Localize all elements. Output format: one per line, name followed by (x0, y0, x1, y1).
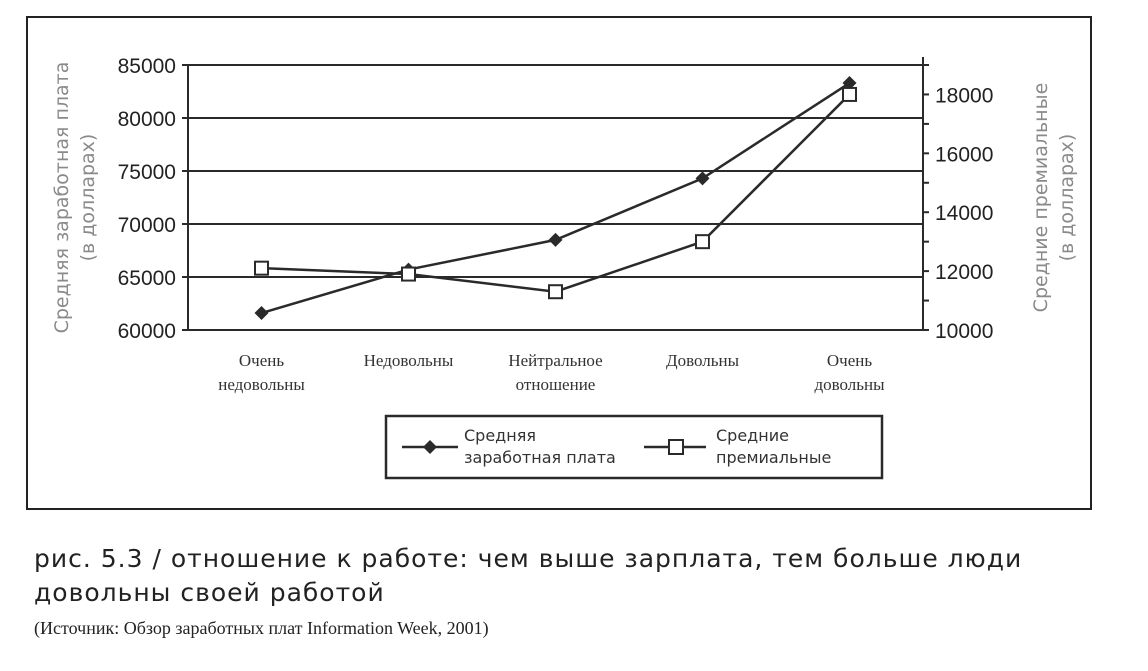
x-tick-label: Нейтральное (508, 351, 603, 370)
legend-box (386, 416, 882, 478)
x-tick-label: Очень (826, 351, 873, 370)
chart (28, 18, 1094, 512)
legend-label: Средняя (464, 426, 536, 445)
chart-frame (26, 16, 1092, 510)
x-tick-label: недовольны (218, 375, 305, 394)
y-tick-label: 80000 (117, 108, 176, 131)
x-tick-label: отношение (515, 375, 596, 394)
legend-label: заработная плата (464, 448, 616, 467)
y-tick-label: 65000 (117, 267, 176, 290)
x-tick-label: Недовольны (363, 351, 454, 370)
x-tick-label: Очень (238, 351, 285, 370)
data-point-square (843, 88, 856, 101)
data-point-diamond (549, 233, 563, 247)
data-point-square (402, 268, 415, 281)
x-tick-label: довольны (814, 375, 885, 394)
y-tick-label: 75000 (117, 161, 176, 184)
y-axis-label: (в долларах) (77, 133, 99, 262)
data-point-square (255, 262, 268, 275)
y2-axis-label: (в долларах) (1056, 133, 1078, 262)
x-tick-label: Довольны (665, 351, 740, 370)
caption-line-1: рис. 5.3 / отношение к работе: чем выше зарплата, тем больше люди (34, 544, 1023, 573)
y2-tick-label: 14000 (935, 202, 994, 226)
data-point-diamond (696, 171, 710, 185)
legend-label: Средние (716, 426, 789, 445)
series-line (262, 94, 850, 291)
caption-line-2: довольны своей работой (34, 578, 385, 607)
data-point-square (696, 235, 709, 248)
y2-tick-label: 16000 (935, 143, 994, 167)
figure-source: (Источник: Обзор заработных плат Information Week, 2001) (34, 618, 489, 638)
legend-label: премиальные (716, 448, 832, 467)
y2-axis-label: Средние премиальные (1030, 82, 1052, 313)
y2-tick-label: 18000 (935, 84, 994, 108)
y2-tick-label: 10000 (935, 320, 994, 343)
figure-caption (34, 542, 1124, 610)
data-point-diamond (255, 306, 269, 320)
y-tick-label: 85000 (117, 55, 176, 78)
y-tick-label: 70000 (117, 214, 176, 237)
legend-marker-square (669, 440, 683, 454)
data-point-square (549, 285, 562, 298)
y-tick-label: 60000 (117, 320, 176, 343)
y-axis-label: Средняя заработная плата (51, 61, 73, 334)
y2-tick-label: 12000 (935, 261, 994, 285)
